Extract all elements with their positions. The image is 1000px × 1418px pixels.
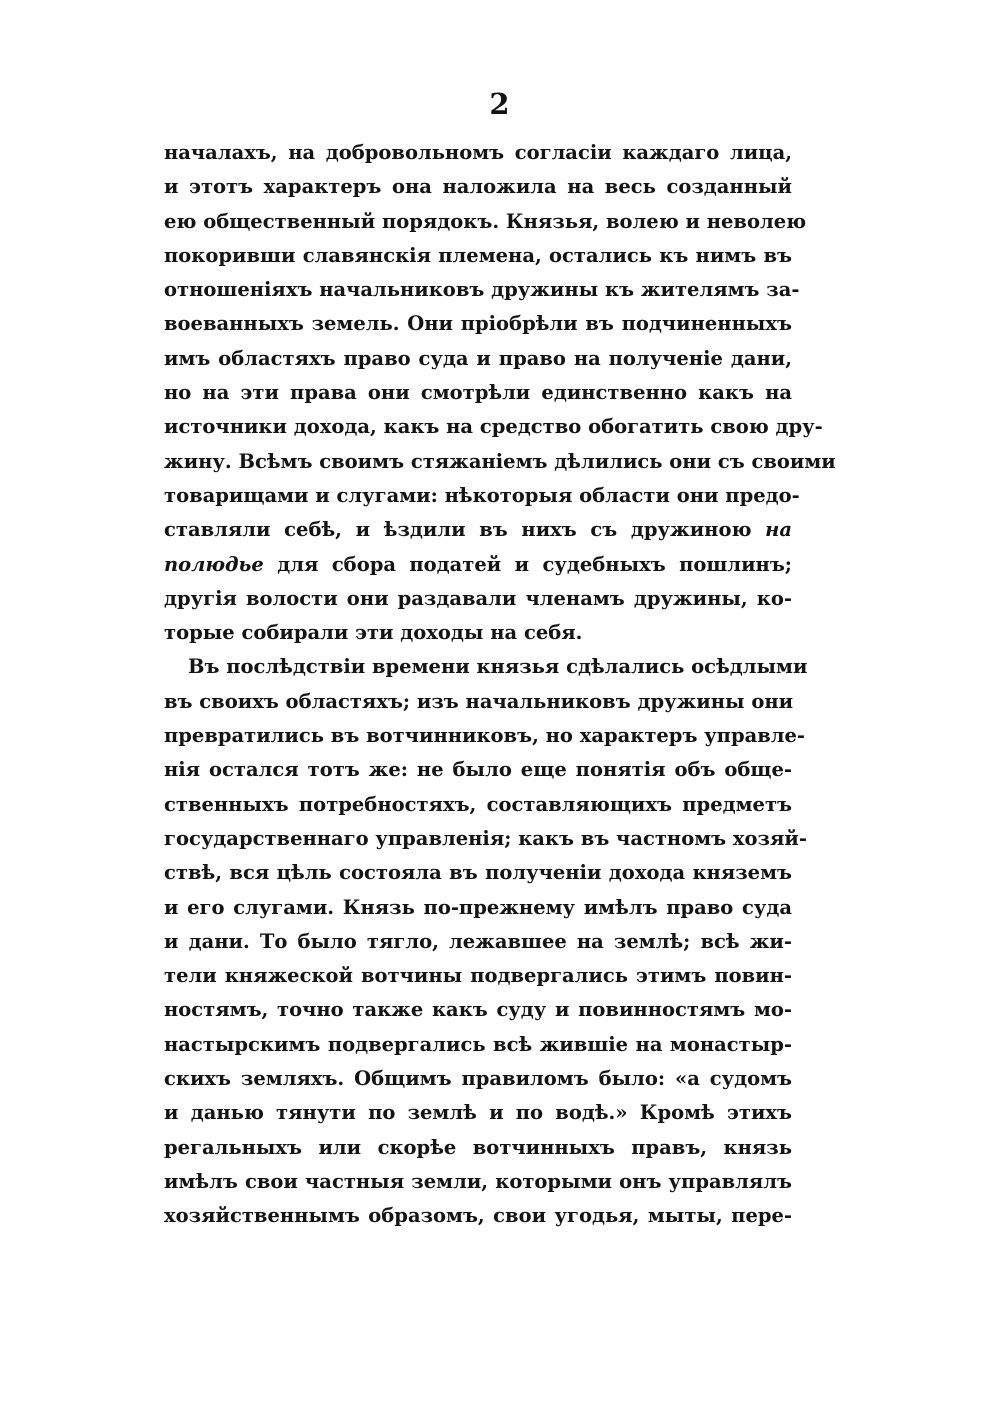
italic-text: на bbox=[765, 518, 792, 542]
text-line: и его слугами. Князь по-прежнему имѣлъ право суда bbox=[164, 895, 792, 919]
page-number: 2 bbox=[489, 87, 511, 121]
text-line: имѣлъ свои частныя земли, которыми онъ управлялъ bbox=[164, 1169, 792, 1193]
text-line: скихъ земляхъ. Общимъ правиломъ было: «а судомъ bbox=[164, 1067, 792, 1091]
text-line: ностямъ, точно также какъ суду и повинностямъ мо- bbox=[164, 998, 792, 1022]
text-line-with-italic bbox=[164, 513, 792, 547]
text-line: жину. Всѣмъ своимъ стяжаніемъ дѣлились они съ своими bbox=[164, 449, 836, 473]
text-line: товарищами и слугами: нѣкоторыя области они предо- bbox=[164, 483, 800, 507]
text-line: регальныхъ или скорѣе вотчинныхъ правъ, князь bbox=[164, 1135, 792, 1159]
text-line: ею общественный порядокъ. Князья, волею и неволею bbox=[164, 209, 807, 233]
text-line: хозяйственнымъ образомъ, свои угодья, мыты, пере- bbox=[164, 1204, 792, 1228]
text-segment: для сбора податей и судебныхъ пошлинъ; bbox=[277, 552, 792, 576]
text-line: тели княжеской вотчины подвергались этимъ повин- bbox=[164, 964, 792, 988]
text-line: въ своихъ областяхъ; изъ начальниковъ дружины они bbox=[164, 689, 794, 713]
text-line: покоривши славянскія племена, остались къ нимъ въ bbox=[164, 243, 792, 267]
text-line: и данью тянути по землѣ и по водѣ.» Кромѣ этихъ bbox=[164, 1101, 792, 1125]
text-line: государственнаго управленія; какъ въ частномъ хозяй- bbox=[164, 826, 807, 850]
text-line: началахъ, на добровольномъ согласіи каждаго лица, bbox=[164, 141, 792, 164]
text-line: ствѣ, вся цѣль состояла въ полученіи дохода княземъ bbox=[164, 861, 792, 885]
text-line: Въ послѣдствіи времени князья сдѣлались осѣдлыми bbox=[188, 655, 808, 679]
paragraph-1 bbox=[164, 136, 836, 650]
text-line: воеванныхъ земель. Они пріобрѣли въ подчиненныхъ bbox=[164, 312, 792, 336]
body-text bbox=[164, 136, 836, 1234]
text-line: торые собирали эти доходы на себя. bbox=[164, 621, 583, 645]
text-line-with-italic bbox=[164, 548, 792, 582]
text-line: ственныхъ потребностяхъ, составляющихъ предметъ bbox=[164, 792, 792, 816]
text-line: отношеніяхъ начальниковъ дружины къ жителямъ за- bbox=[164, 278, 800, 302]
text-line: источники дохода, какъ на средство обогатить свою дру- bbox=[164, 415, 823, 439]
italic-text: полюдье bbox=[164, 552, 264, 576]
text-line: нія остался тотъ же: не было еще понятія объ обще- bbox=[164, 758, 792, 782]
text-segment: ставляли себѣ, и ѣздили въ нихъ съ дружиною bbox=[164, 518, 752, 542]
text-line: другія волости они раздавали членамъ дружины, ко- bbox=[164, 586, 792, 610]
text-line: и этотъ характеръ она наложила на весь созданный bbox=[164, 175, 792, 199]
text-line: имъ областяхъ право суда и право на полученіе дани, bbox=[164, 346, 792, 370]
text-line: и дани. То было тягло, лежавшее на землѣ; всѣ жи- bbox=[164, 929, 792, 953]
text-line: настырскимъ подвергались всѣ жившіе на монастыр- bbox=[164, 1032, 792, 1056]
text-line: превратились въ вотчинниковъ, но характеръ управле- bbox=[164, 724, 806, 748]
text-line: но на эти права они смотрѣли единственно какъ на bbox=[164, 381, 792, 405]
paragraph-2 bbox=[164, 650, 808, 1233]
